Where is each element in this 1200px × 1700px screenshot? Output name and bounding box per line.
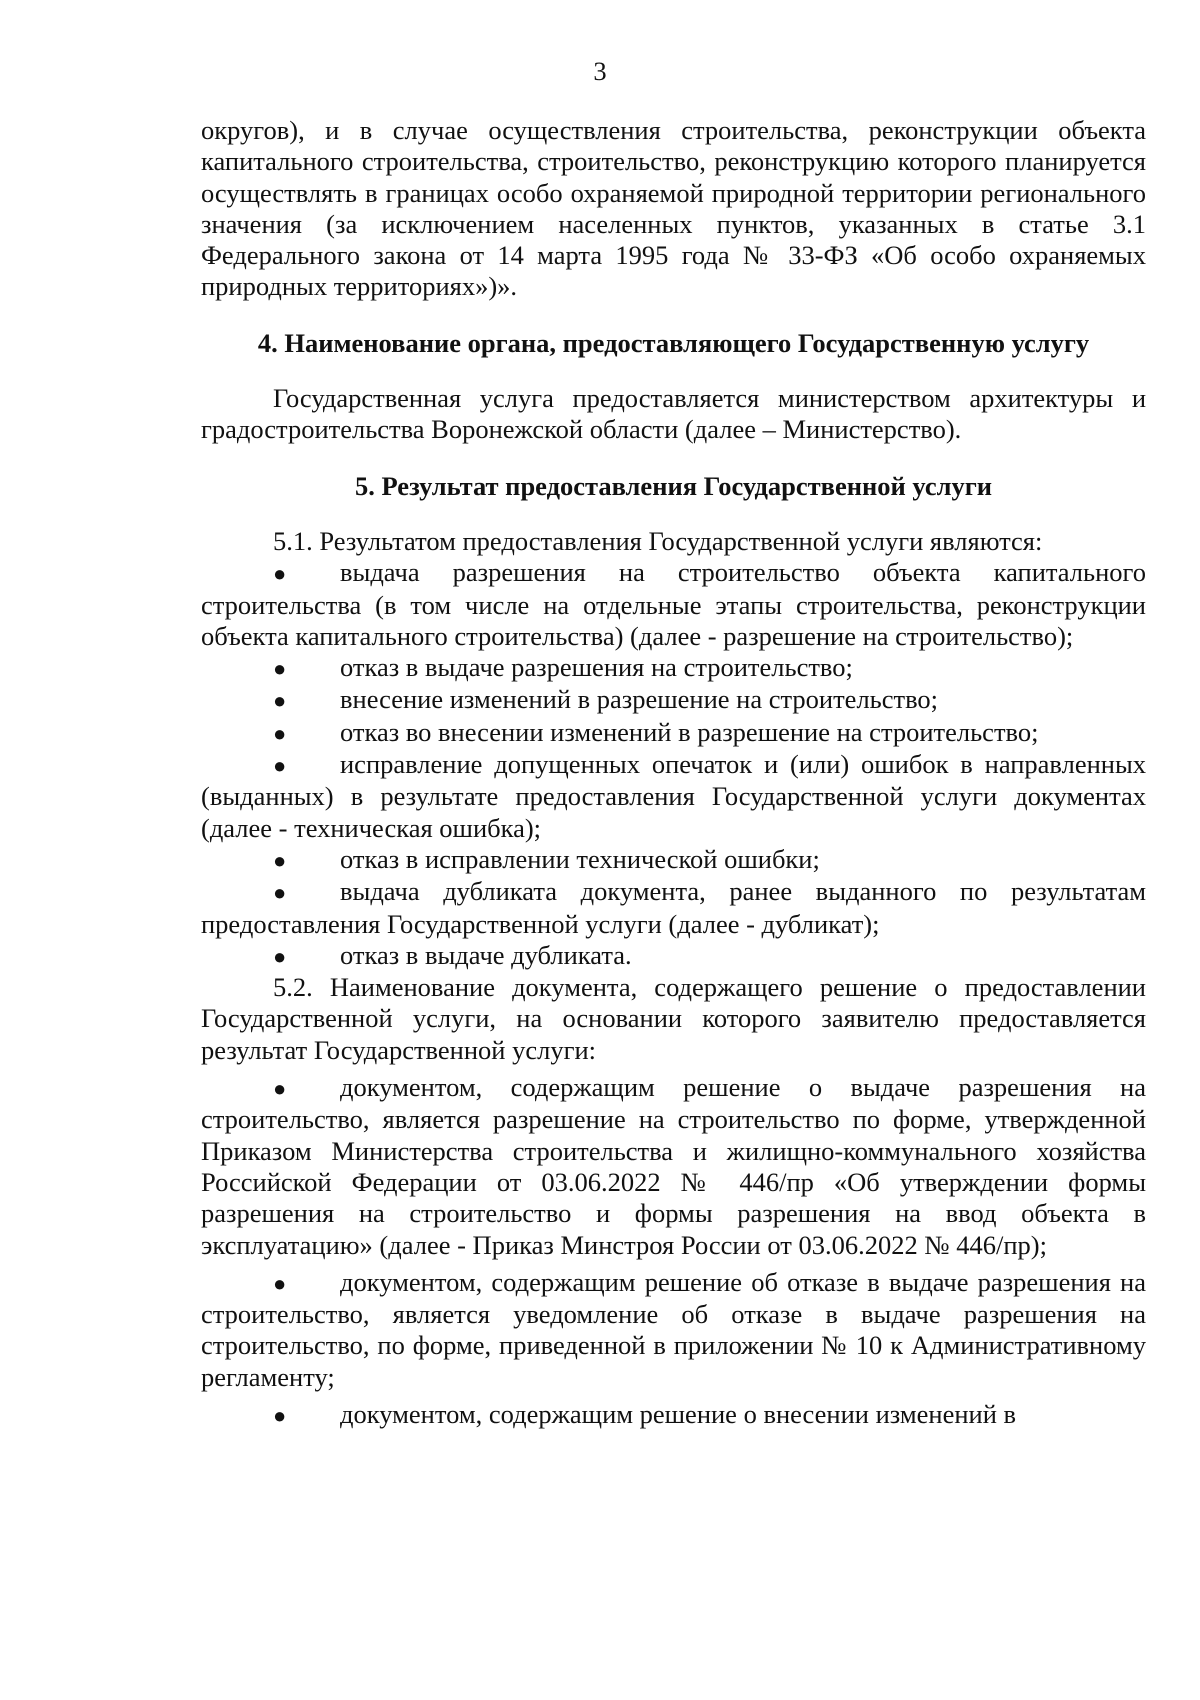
list-5-1 <box>201 557 1146 972</box>
bullet-icon: ● <box>273 1402 287 1428</box>
list-item: ● отказ в выдаче разрешения на строительство; <box>201 652 1146 684</box>
intro-paragraph: округов), и в случае осуществления строительства, реконструкции объекта капитального строительства, строительство, реконструкцию которого планируется осуществлять в границах особо охраняемой природной территории регионального значения (за исключением населенных пунктов, указанных в статье 3.1 Федерального закона от 14 марта 1995 года № 33-ФЗ «Об особо охраняемых природных территориях»)». <box>201 115 1146 302</box>
section-5-heading: 5. Результат предоставления Государственной услуги <box>354 470 993 501</box>
page-number: 3 <box>593 56 607 86</box>
bullet-icon: ● <box>273 753 287 779</box>
list-item: ● документом, содержащим решение о выдаче разрешения на строительство, является разрешение на строительство по форме, утвержденной Приказом Министерства строительства и жилищно-коммунального хозяйства Российской Федерации от 03.06.2022 № 446/пр «Об утверждении формы разрешения на строительство и формы разрешения на ввод объекта в эксплуатацию» (далее - Приказ Минстроя России от 03.06.2022 № 446/пр); <box>201 1072 1146 1260</box>
list-item: ● внесение изменений в разрешение на строительство; <box>201 684 1146 716</box>
list-item: ● отказ в исправлении технической ошибки; <box>201 844 1146 876</box>
bullet-icon: ● <box>273 656 287 682</box>
bullet-icon: ● <box>273 561 287 587</box>
list-item: ● документом, содержащим решение об отказе в выдаче разрешения на строительство, является уведомление об отказе в выдаче разрешения на строительство, по форме, приведенной в приложении № 10 к Административному регламенту; <box>201 1266 1146 1392</box>
section-4-heading: 4. Наименование органа, предоставляющего Государственную услугу <box>257 327 1090 358</box>
bullet-icon: ● <box>273 1270 287 1296</box>
document-body <box>201 115 1146 1431</box>
section-4-text: Государственная услуга предоставляется министерством архитектуры и градостроительства Воронежской области (далее – Министерство). <box>201 383 1146 445</box>
bullet-icon: ● <box>273 1076 287 1102</box>
list-5-2 <box>201 1072 1146 1431</box>
list-item: ● отказ во внесении изменений в разрешение на строительство; <box>201 717 1146 749</box>
list-item: ● отказ в выдаче дубликата. <box>201 940 1146 972</box>
bullet-icon: ● <box>273 880 287 906</box>
list-item: ● исправление допущенных опечаток и (или) ошибок в направленных (выданных) в результате предоставления Государственной услуги документах (далее - техническая ошибка); <box>201 749 1146 843</box>
paragraph-5-2: 5.2. Наименование документа, содержащего решение о предоставлении Государственной услуги, на основании которого заявителю предоставляется результат Государственной услуги: <box>201 972 1146 1065</box>
paragraph-5-1: 5.1. Результатом предоставления Государственной услуги являются: <box>273 525 1043 556</box>
bullet-icon: ● <box>273 943 287 969</box>
bullet-icon: ● <box>273 847 287 873</box>
list-item: ● выдача разрешения на строительство объекта капитального строительства (в том числе на отдельные этапы строительства, реконструкции объекта капитального строительства) (далее - разрешение на строительство); <box>201 557 1146 651</box>
list-item: ● выдача дубликата документа, ранее выданного по результатам предоставления Государственной услуги (далее - дубликат); <box>201 876 1146 939</box>
bullet-icon: ● <box>273 688 287 714</box>
bullet-icon: ● <box>273 720 287 746</box>
list-item: ● документом, содержащим решение о внесении изменений в <box>201 1399 1146 1431</box>
